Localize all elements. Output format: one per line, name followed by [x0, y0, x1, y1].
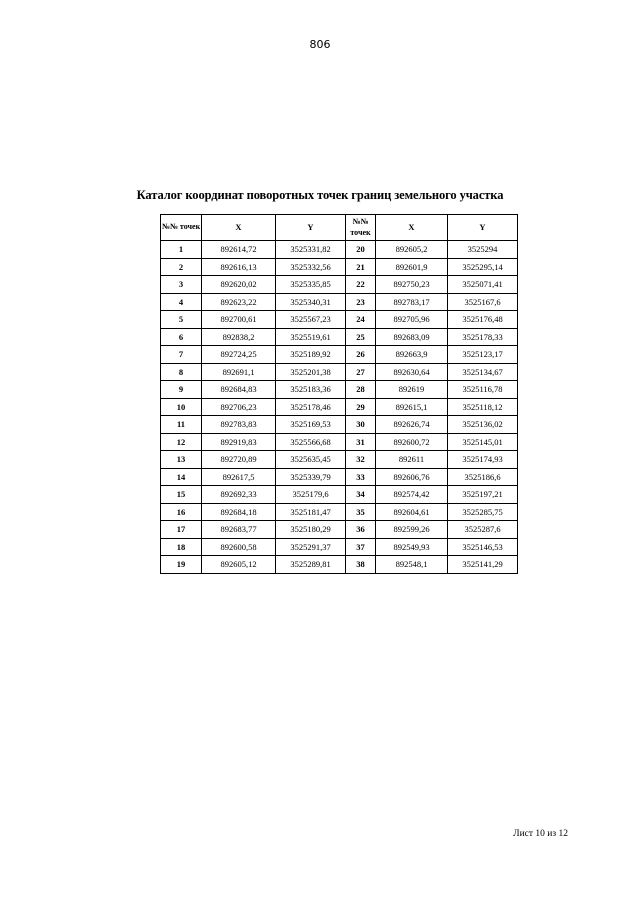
point-number: 36 [346, 521, 376, 539]
x-coordinate: 892683,77 [202, 521, 276, 539]
point-number: 35 [346, 503, 376, 521]
table-row [161, 451, 518, 469]
header-y-left: Y [276, 215, 346, 241]
point-number: 31 [346, 433, 376, 451]
point-number: 24 [346, 311, 376, 329]
y-coordinate: 3525285,75 [448, 503, 518, 521]
y-coordinate: 3525294 [448, 241, 518, 259]
point-number: 8 [161, 363, 202, 381]
document-title: Каталог координат поворотных точек границ земельного участка [136, 188, 504, 202]
table-row [161, 468, 518, 486]
y-coordinate: 3525178,46 [276, 398, 346, 416]
x-coordinate: 892750,23 [376, 276, 448, 294]
x-coordinate: 892700,61 [202, 311, 276, 329]
x-coordinate: 892619 [376, 381, 448, 399]
y-coordinate: 3525519,61 [276, 328, 346, 346]
x-coordinate: 892617,5 [202, 468, 276, 486]
x-coordinate: 892626,74 [376, 416, 448, 434]
y-coordinate: 3525635,45 [276, 451, 346, 469]
point-number: 9 [161, 381, 202, 399]
y-coordinate: 3525167,6 [448, 293, 518, 311]
table-row [161, 346, 518, 364]
point-number: 30 [346, 416, 376, 434]
x-coordinate: 892600,58 [202, 538, 276, 556]
y-coordinate: 3525201,38 [276, 363, 346, 381]
point-number: 1 [161, 241, 202, 259]
x-coordinate: 892615,1 [376, 398, 448, 416]
y-coordinate: 3525174,93 [448, 451, 518, 469]
x-coordinate: 892663,9 [376, 346, 448, 364]
y-coordinate: 3525136,02 [448, 416, 518, 434]
y-coordinate: 3525116,78 [448, 381, 518, 399]
table-row [161, 363, 518, 381]
y-coordinate: 3525331,82 [276, 241, 346, 259]
x-coordinate: 892706,23 [202, 398, 276, 416]
point-number: 28 [346, 381, 376, 399]
point-number: 22 [346, 276, 376, 294]
x-coordinate: 892630,64 [376, 363, 448, 381]
x-coordinate: 892783,17 [376, 293, 448, 311]
x-coordinate: 892684,18 [202, 503, 276, 521]
point-number: 4 [161, 293, 202, 311]
x-coordinate: 892548,1 [376, 556, 448, 574]
table-row [161, 293, 518, 311]
y-coordinate: 3525141,29 [448, 556, 518, 574]
x-coordinate: 892605,12 [202, 556, 276, 574]
point-number: 6 [161, 328, 202, 346]
point-number: 5 [161, 311, 202, 329]
point-number: 16 [161, 503, 202, 521]
coordinates-table [160, 214, 518, 574]
y-coordinate: 3525178,33 [448, 328, 518, 346]
x-coordinate: 892606,76 [376, 468, 448, 486]
point-number: 13 [161, 451, 202, 469]
point-number: 21 [346, 258, 376, 276]
x-coordinate: 892604,61 [376, 503, 448, 521]
x-coordinate: 892600,72 [376, 433, 448, 451]
point-number: 33 [346, 468, 376, 486]
table-row [161, 381, 518, 399]
table-row [161, 276, 518, 294]
point-number: 15 [161, 486, 202, 504]
table-row [161, 311, 518, 329]
point-number: 25 [346, 328, 376, 346]
x-coordinate: 892574,42 [376, 486, 448, 504]
x-coordinate: 892684,83 [202, 381, 276, 399]
point-number: 20 [346, 241, 376, 259]
y-coordinate: 3525566,68 [276, 433, 346, 451]
table-body [161, 241, 518, 574]
y-coordinate: 3525180,29 [276, 521, 346, 539]
point-number: 11 [161, 416, 202, 434]
table-row [161, 416, 518, 434]
x-coordinate: 892599,26 [376, 521, 448, 539]
y-coordinate: 3525289,81 [276, 556, 346, 574]
point-number: 19 [161, 556, 202, 574]
x-coordinate: 892691,1 [202, 363, 276, 381]
y-coordinate: 3525146,53 [448, 538, 518, 556]
point-number: 32 [346, 451, 376, 469]
x-coordinate: 892605,2 [376, 241, 448, 259]
table-header-row [161, 215, 518, 241]
table-row [161, 241, 518, 259]
point-number: 18 [161, 538, 202, 556]
y-coordinate: 3525183,36 [276, 381, 346, 399]
point-number: 10 [161, 398, 202, 416]
table-row [161, 486, 518, 504]
y-coordinate: 3525181,47 [276, 503, 346, 521]
point-number: 17 [161, 521, 202, 539]
point-number: 38 [346, 556, 376, 574]
y-coordinate: 3525339,79 [276, 468, 346, 486]
y-coordinate: 3525145,01 [448, 433, 518, 451]
x-coordinate: 892623,22 [202, 293, 276, 311]
y-coordinate: 3525197,21 [448, 486, 518, 504]
x-coordinate: 892919,83 [202, 433, 276, 451]
x-coordinate: 892692,33 [202, 486, 276, 504]
point-number: 26 [346, 346, 376, 364]
point-number: 23 [346, 293, 376, 311]
sheet-counter: Лист 10 из 12 [513, 829, 568, 839]
x-coordinate: 892549,93 [376, 538, 448, 556]
y-coordinate: 3525291,37 [276, 538, 346, 556]
x-coordinate: 892611 [376, 451, 448, 469]
y-coordinate: 3525134,67 [448, 363, 518, 381]
y-coordinate: 3525071,41 [448, 276, 518, 294]
table-row [161, 556, 518, 574]
point-number: 2 [161, 258, 202, 276]
x-coordinate: 892783,83 [202, 416, 276, 434]
y-coordinate: 3525179,6 [276, 486, 346, 504]
x-coordinate: 892724,25 [202, 346, 276, 364]
point-number: 37 [346, 538, 376, 556]
table-row [161, 398, 518, 416]
x-coordinate: 892614,72 [202, 241, 276, 259]
header-point-number-left: №№ точек [161, 215, 202, 241]
point-number: 14 [161, 468, 202, 486]
y-coordinate: 3525335,85 [276, 276, 346, 294]
y-coordinate: 3525287,6 [448, 521, 518, 539]
header-x-right: X [376, 215, 448, 241]
header-point-number-right: №№ точек [346, 215, 376, 241]
x-coordinate: 892601,9 [376, 258, 448, 276]
x-coordinate: 892838,2 [202, 328, 276, 346]
y-coordinate: 3525169,53 [276, 416, 346, 434]
x-coordinate: 892720,89 [202, 451, 276, 469]
y-coordinate: 3525332,56 [276, 258, 346, 276]
point-number: 34 [346, 486, 376, 504]
page-number: 806 [309, 38, 331, 51]
x-coordinate: 892705,96 [376, 311, 448, 329]
table-row [161, 433, 518, 451]
table-row [161, 538, 518, 556]
x-coordinate: 892683,09 [376, 328, 448, 346]
table-row [161, 503, 518, 521]
header-y-right: Y [448, 215, 518, 241]
x-coordinate: 892620,02 [202, 276, 276, 294]
header-x-left: X [202, 215, 276, 241]
point-number: 12 [161, 433, 202, 451]
y-coordinate: 3525123,17 [448, 346, 518, 364]
y-coordinate: 3525186,6 [448, 468, 518, 486]
table-row [161, 328, 518, 346]
point-number: 7 [161, 346, 202, 364]
y-coordinate: 3525118,12 [448, 398, 518, 416]
point-number: 27 [346, 363, 376, 381]
table-row [161, 521, 518, 539]
y-coordinate: 3525295,14 [448, 258, 518, 276]
y-coordinate: 3525189,92 [276, 346, 346, 364]
point-number: 29 [346, 398, 376, 416]
point-number: 3 [161, 276, 202, 294]
y-coordinate: 3525176,48 [448, 311, 518, 329]
y-coordinate: 3525567,23 [276, 311, 346, 329]
y-coordinate: 3525340,31 [276, 293, 346, 311]
x-coordinate: 892616,13 [202, 258, 276, 276]
table-row [161, 258, 518, 276]
